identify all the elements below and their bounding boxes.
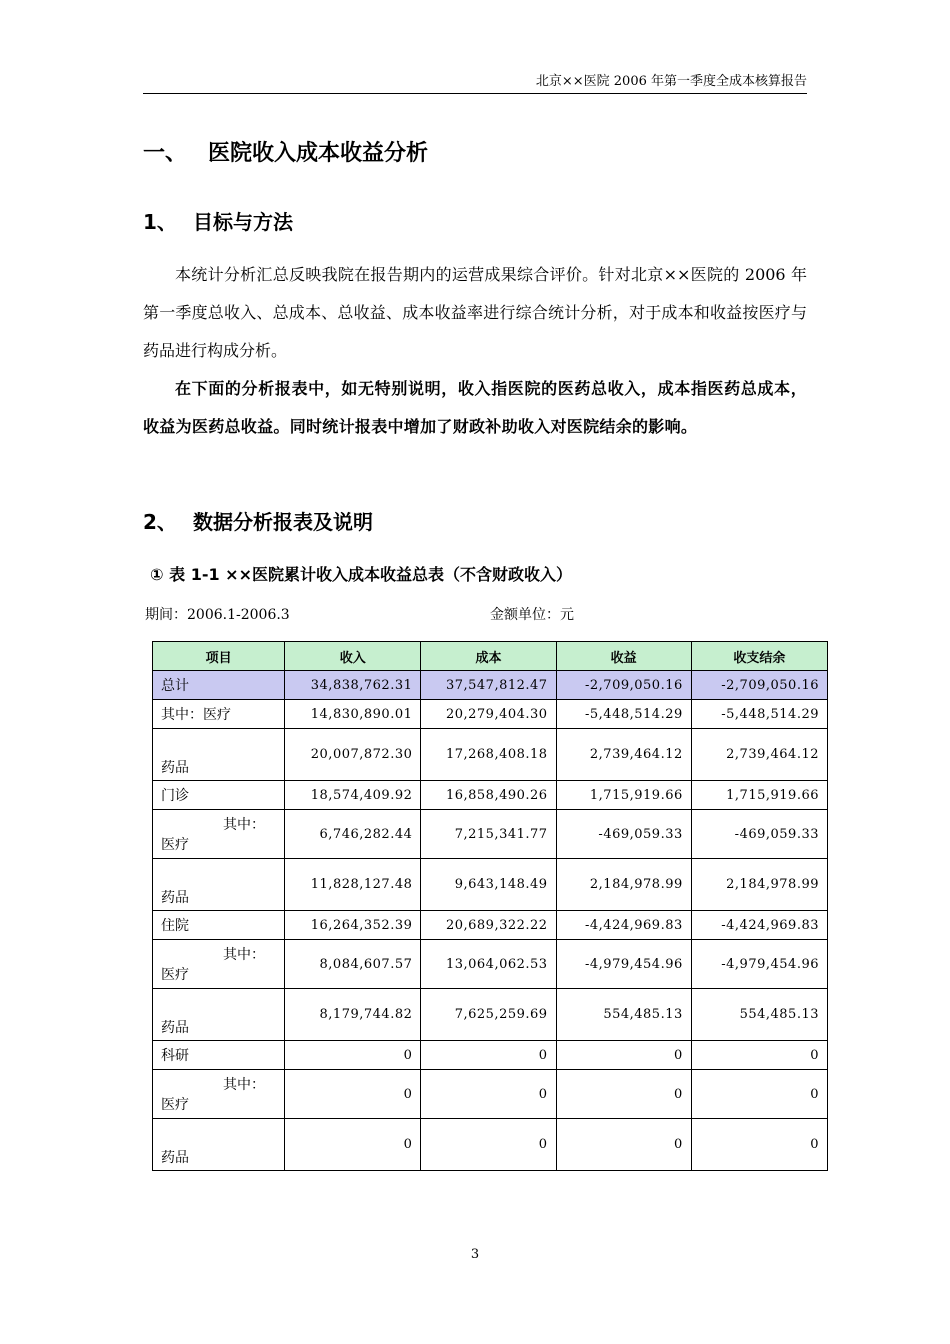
period-label: 期间：2006.1-2006.3	[145, 607, 290, 623]
cell-cost: 0	[421, 1070, 556, 1119]
cell-cost: 37,547,812.47	[421, 671, 556, 700]
cell-balance: 1,715,919.66	[691, 781, 827, 810]
cell-cost: 7,215,341.77	[421, 810, 556, 859]
cell-profit: 2,739,464.12	[556, 729, 691, 781]
cell-profit: 0	[556, 1041, 691, 1070]
row-label: 门诊	[153, 781, 285, 810]
cell-income: 0	[285, 1119, 421, 1171]
cell-profit: -469,059.33	[556, 810, 691, 859]
cell-income: 14,830,890.01	[285, 700, 421, 729]
cell-cost: 0	[421, 1041, 556, 1070]
header-income: 收入	[285, 642, 421, 671]
header-divider	[143, 93, 807, 94]
cell-cost: 9,643,148.49	[421, 859, 556, 911]
table-row	[153, 810, 828, 859]
cell-profit: -4,424,969.83	[556, 911, 691, 940]
cell-balance: 0	[691, 1070, 827, 1119]
cell-balance: 2,739,464.12	[691, 729, 827, 781]
paragraph-note: 在下面的分析报表中，如无特别说明，收入指医院的医药总收入，成本指医药总成本，收益为医药总收益。同时统计报表中增加了财政补助收入对医院结余的影响。	[143, 379, 807, 436]
cell-income: 20,007,872.30	[285, 729, 421, 781]
cell-balance: 2,184,978.99	[691, 859, 827, 911]
cell-cost: 7,625,259.69	[421, 989, 556, 1041]
row-label-main: 医疗	[161, 837, 189, 853]
row-label-main: 医疗	[161, 967, 189, 983]
row-label-prefix: 其中：	[223, 947, 265, 963]
row-label: 药品	[153, 859, 285, 911]
row-label-prefix: 其中：	[223, 1077, 265, 1093]
header-balance: 收支结余	[691, 642, 827, 671]
table-row	[153, 1070, 828, 1119]
cell-profit: 2,184,978.99	[556, 859, 691, 911]
table-caption: ① 表 1-1 ××医院累计收入成本收益总表（不含财政收入）	[150, 565, 572, 584]
row-label-prefix: 其中：	[223, 817, 265, 833]
cell-balance: 0	[691, 1041, 827, 1070]
cell-income: 0	[285, 1070, 421, 1119]
row-label: 科研	[153, 1041, 285, 1070]
header-cost: 成本	[421, 642, 556, 671]
row-label: 药品	[153, 1119, 285, 1171]
cell-profit: 554,485.13	[556, 989, 691, 1041]
cell-income: 34,838,762.31	[285, 671, 421, 700]
row-label	[153, 1070, 285, 1119]
table-row	[153, 859, 828, 911]
subsection-number: 2、	[143, 510, 177, 534]
table-row	[153, 940, 828, 989]
subsection-heading-2	[143, 506, 373, 535]
cell-income: 0	[285, 1041, 421, 1070]
cell-cost: 20,689,322.22	[421, 911, 556, 940]
cell-profit: -5,448,514.29	[556, 700, 691, 729]
cell-balance: 0	[691, 1119, 827, 1171]
table-row	[153, 989, 828, 1041]
cell-income: 8,084,607.57	[285, 940, 421, 989]
row-label: 药品	[153, 729, 285, 781]
cell-income: 6,746,282.44	[285, 810, 421, 859]
table-row	[153, 700, 828, 729]
row-label: 总计	[153, 671, 285, 700]
cell-income: 16,264,352.39	[285, 911, 421, 940]
unit-label: 金额单位：元	[490, 607, 574, 623]
cell-cost: 13,064,062.53	[421, 940, 556, 989]
cell-balance: -4,979,454.96	[691, 940, 827, 989]
subsection-number: 1、	[143, 210, 177, 234]
table-row	[153, 781, 828, 810]
cell-balance: 554,485.13	[691, 989, 827, 1041]
cell-cost: 0	[421, 1119, 556, 1171]
header-profit: 收益	[556, 642, 691, 671]
section-number: 一、	[143, 141, 188, 166]
cell-cost: 20,279,404.30	[421, 700, 556, 729]
row-label	[153, 810, 285, 859]
table-row	[153, 911, 828, 940]
row-label-main: 医疗	[161, 1097, 189, 1113]
row-label	[153, 940, 285, 989]
row-label: 药品	[153, 989, 285, 1041]
summary-table	[152, 641, 828, 1171]
cell-income: 18,574,409.92	[285, 781, 421, 810]
subsection-title: 目标与方法	[193, 210, 293, 234]
cell-profit: 1,715,919.66	[556, 781, 691, 810]
cell-balance: -469,059.33	[691, 810, 827, 859]
table-header-row	[153, 642, 828, 671]
row-label: 住院	[153, 911, 285, 940]
cell-profit: -4,979,454.96	[556, 940, 691, 989]
cell-cost: 16,858,490.26	[421, 781, 556, 810]
header-item: 项目	[153, 642, 285, 671]
subsection-title: 数据分析报表及说明	[193, 510, 373, 534]
section-heading-1	[143, 136, 428, 167]
cell-profit: -2,709,050.16	[556, 671, 691, 700]
cell-profit: 0	[556, 1119, 691, 1171]
table-row-total	[153, 671, 828, 700]
table-row	[153, 729, 828, 781]
page-number: 3	[470, 1247, 480, 1262]
cell-income: 8,179,744.82	[285, 989, 421, 1041]
section-title: 医院收入成本收益分析	[208, 141, 429, 166]
cell-cost: 17,268,408.18	[421, 729, 556, 781]
cell-balance: -5,448,514.29	[691, 700, 827, 729]
row-label: 其中：医疗	[153, 700, 285, 729]
table-row	[153, 1041, 828, 1070]
paragraph-intro: 本统计分析汇总反映我院在报告期内的运营成果综合评价。针对北京××医院的 2006 年第一季度总收入、总成本、总收益、成本收益率进行综合统计分析，对于成本和收益按医疗与药品进行构成分析。	[143, 265, 807, 360]
table-row	[153, 1119, 828, 1171]
cell-balance: -4,424,969.83	[691, 911, 827, 940]
subsection-heading-1	[143, 206, 293, 235]
cell-income: 11,828,127.48	[285, 859, 421, 911]
cell-balance: -2,709,050.16	[691, 671, 827, 700]
cell-profit: 0	[556, 1070, 691, 1119]
running-header: 北京××医院 2006 年第一季度全成本核算报告	[535, 74, 807, 89]
